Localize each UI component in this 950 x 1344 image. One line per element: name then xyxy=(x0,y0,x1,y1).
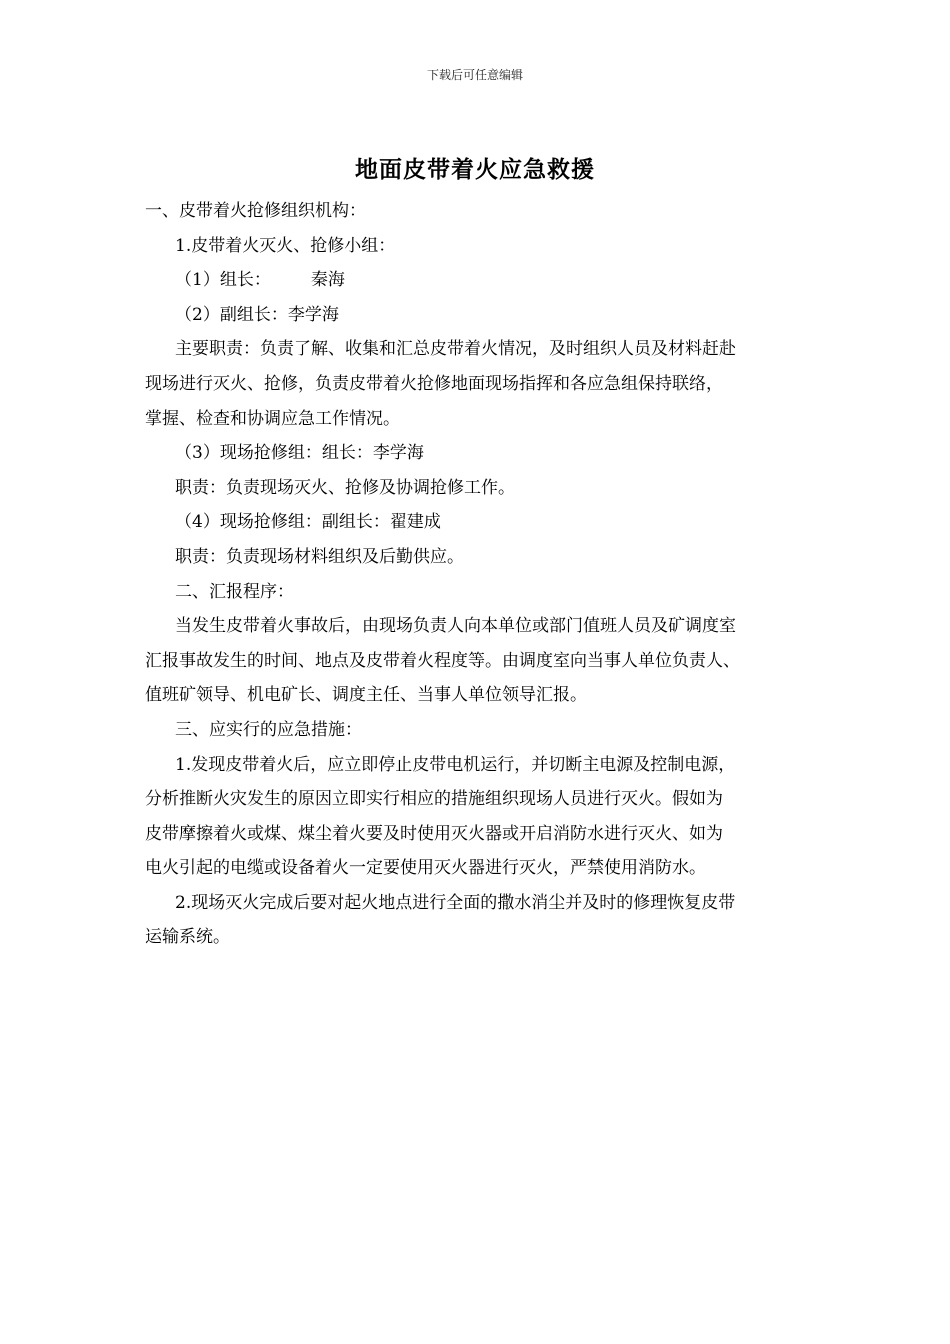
leader-label: （1）组长： xyxy=(175,270,271,291)
section-heading-3: 三、应实行的应急措施： xyxy=(175,719,362,740)
document-title: 地面皮带着火应急救援 xyxy=(355,156,595,183)
paragraph-line: 现场进行灭火、抢修，负责皮带着火抢修地面现场指挥和各应急组保持联络， xyxy=(145,373,723,394)
deputy-leader-line: （2）副组长：李学海 xyxy=(175,304,339,325)
paragraph-line: 掌握、检查和协调应急工作情况。 xyxy=(145,408,400,429)
paragraph-line: 主要职责：负责了解、收集和汇总皮带着火情况，及时组织人员及材料赶赴 xyxy=(175,339,736,360)
paragraph-line: 电火引起的电缆或设备着火一定要使用灭火器进行灭火，严禁使用消防水。 xyxy=(145,858,706,879)
repair-group-deputy-line: （4）现场抢修组：副组长：翟建成 xyxy=(175,512,441,533)
paragraph-line: 当发生皮带着火事故后，由现场负责人向本单位或部门值班人员及矿调度室 xyxy=(175,616,736,637)
leader-line xyxy=(145,263,815,298)
subsection-heading: 1.皮带着火灭火、抢修小组： xyxy=(175,235,396,256)
paragraph-line: 值班矿领导、机电矿长、调度主任、当事人单位领导汇报。 xyxy=(145,685,587,706)
paragraph-line: 皮带摩擦着火或煤、煤尘着火要及时使用灭火器或开启消防水进行灭火、如为 xyxy=(145,823,723,844)
section-heading-1: 一、皮带着火抢修组织机构： xyxy=(145,201,366,221)
paragraph-line: 1.发现皮带着火后，应立即停止皮带电机运行，并切断主电源及控制电源， xyxy=(175,754,736,775)
paragraph-line: 分析推断火灾发生的原因立即实行相应的措施组织现场人员进行灭火。假如为 xyxy=(145,789,723,810)
leader-name: 秦海 xyxy=(310,270,345,291)
section-heading-2: 二、汇报程序： xyxy=(175,581,294,602)
duty-line: 职责：负责现场灭火、抢修及协调抢修工作。 xyxy=(175,477,515,498)
repair-group-leader-line: （3）现场抢修组：组长：李学海 xyxy=(175,443,424,464)
document-body xyxy=(145,194,815,955)
header-note: 下载后可任意编辑 xyxy=(426,68,523,82)
paragraph-line: 运输系统。 xyxy=(145,927,230,948)
paragraph-line: 2.现场灭火完成后要对起火地点进行全面的撒水消尘并及时的修理恢复皮带 xyxy=(175,892,736,913)
duty-line: 职责：负责现场材料组织及后勤供应。 xyxy=(175,546,464,567)
paragraph-line: 汇报事故发生的时间、地点及皮带着火程度等。由调度室向当事人单位负责人、 xyxy=(145,650,740,671)
